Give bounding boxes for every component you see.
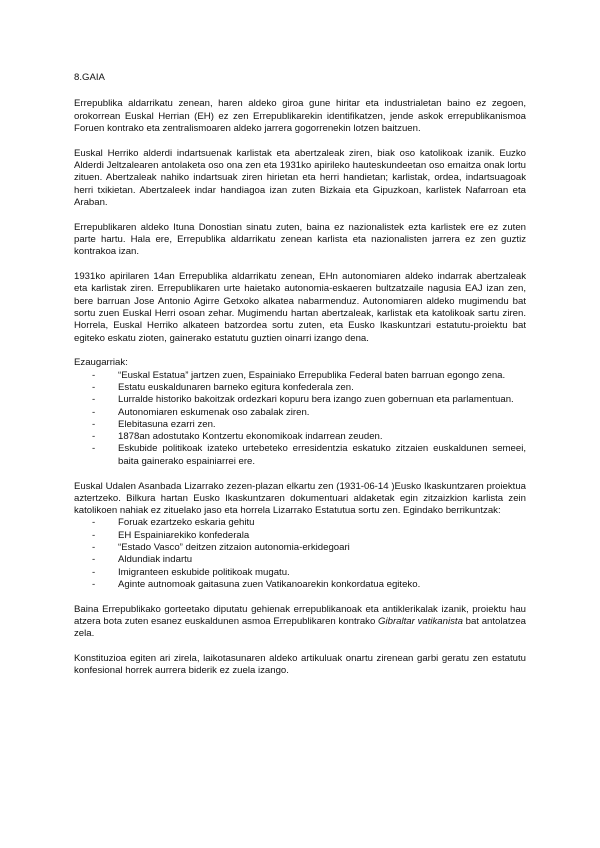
list-item: - Autonomiaren eskumenak oso zabalak ziren. [74,407,526,419]
features-list [74,370,526,468]
list-item: - 1878an adostutako Kontzertu ekonomikoak indarrean zeuden. [74,431,526,443]
paragraph-republic-intro: Errepublika aldarrikatu zenean, haren aldeko giroa gune hiritar eta industrialetan baino ez zegoen, orokorrean Euskal Herrian (EH) ez zen Errepublikarekin identifikatzen, jende askok errepublikanismoa Foruen kontrako eta zentralismoaren aldeko jarrera gogorrenekin lotzen baitzuen. [74,98,526,134]
list-item: - Elebitasuna ezarri zen. [74,419,526,431]
paragraph-autonomy-movement: 1931ko apirilaren 14an Errepublika aldarrikatu zenean, EHn autonomiaren aldeko indarrak abertzaleak eta karlistak ziren. Errepublikaren urte haietako autonomia-eskaeren bultzatzaile nagusia EAJ izan zen, bere barruan Jose Antonio Agirre Getxoko alkatea nabarmenduz. Autonomiaren aldeko mugimendu bat sortu zuen Euskal Herri osoan zehar. Mugimendu hartan abertzaleak, karlistak eta katolikoak sartu ziren. Horrela, Euskal Herriko alkateen batzordea sortu zuten, eta Eusko Ikaskuntzari estatutu-proiektu bat egiteko eskatu zioten, gainerako estatutu guztien oinarri izango dena. [74,271,526,344]
list-item: - Eskubide politikoak izateko urtebeteko erresidentzia eskatuko zitzaien euskaldunen semeei, baita gainerako espainiarrei ere. [74,443,526,468]
list-item: - Lurralde historiko bakoitzak ordezkari kopuru bera izango zuen gobernuan eta parlamentuan. [74,394,526,406]
list-item: - Estatu euskaldunaren barneko egitura konfederala zen. [74,382,526,394]
paragraph-pact-san-sebastian: Errepublikaren aldeko Ituna Donostian sinatu zuten, baina ez nazionalistek ezta karlistek ere ez zuten parte hartu. Hala ere, Errepublika aldarrikatu zenean karlista eta nazionalisten jarrera ez zen guztiz kontrakoa izan. [74,221,526,258]
paragraph-constitution: Konstituzioa egiten ari zirela, laikotasunaren aldeko artikuluak onartu zirenean garbi geratu zen estatutu konfesional horrek aurrera biderik ez zuela izango. [74,653,526,677]
document-body [74,72,526,690]
features-label: Ezaugarriak: [74,357,128,369]
list-item: - “Euskal Estatua” jartzen zuen, Espainiako Errepublika Federal baten barruan egongo zena. [74,370,526,382]
list-item: - Foruak ezartzeko eskaria gehitu [74,517,526,529]
paragraph-cortes-rejection [74,604,526,641]
list-item: - Aginte autnomoak gaitasuna zuen Vatikanoarekin konkordatua egiteko. [74,579,526,591]
paragraph-lizarra-assembly: Euskal Udalen Asanbada Lizarrako zezen-plazan elkartu zen (1931-06-14 )Eusko Ikaskuntzaren proiektua aztertzeko. Bilkura hartan Eusko Ikaskuntzaren dokumentuari aldaketak egin zitzaizkion karlista zein katolikoen nahiak ez zituelako jaso eta horrela Lizarrako Estatutua sortu zen. Egindako berrikuntzak: [74,480,526,517]
changes-list [74,517,526,591]
page-title: 8.GAIA [74,72,105,83]
paragraph-parties: Euskal Herriko alderdi indartsuenak karlistak eta abertzaleak ziren, biak oso katolikoak izanik. Euzko Alderdi Jeltzalearen antolaketa oso ona zen eta 1931ko apirileko hauteskundeetan oso emaitza onak lortu zituen. Abertzaleak nahiko indartsuak ziren hirietan eta herri handietan; karlistak, ordea, indartsuagoak herri txikietan. Abertzaleek indar handiagoa izan zuten Bizkaia eta Gipuzkoan, karlistek Nafarroan eta Araban. [74,147,526,208]
emphasis-gibraltar: Gibraltar vatikanista [378,615,463,627]
list-item: - “Estado Vasco” deitzen zitzaion autonomia-erkidegoari [74,542,526,554]
paragraph-text: bat antolatzea zela. [74,615,526,640]
list-item: - Aldundiak indartu [74,554,526,566]
list-item: - Imigranteen eskubide politikoak mugatu. [74,567,526,579]
paragraph-text: Baina Errepublikako gorteetako diputatu gehienak errepublikanoak eta antiklerikalak izanik, proiektu hau atzera bota zuten esanez euskaldunen asmoa Errepublikaren kontrako [74,603,526,627]
list-item: - EH Espainiarekiko konfederala [74,530,526,542]
